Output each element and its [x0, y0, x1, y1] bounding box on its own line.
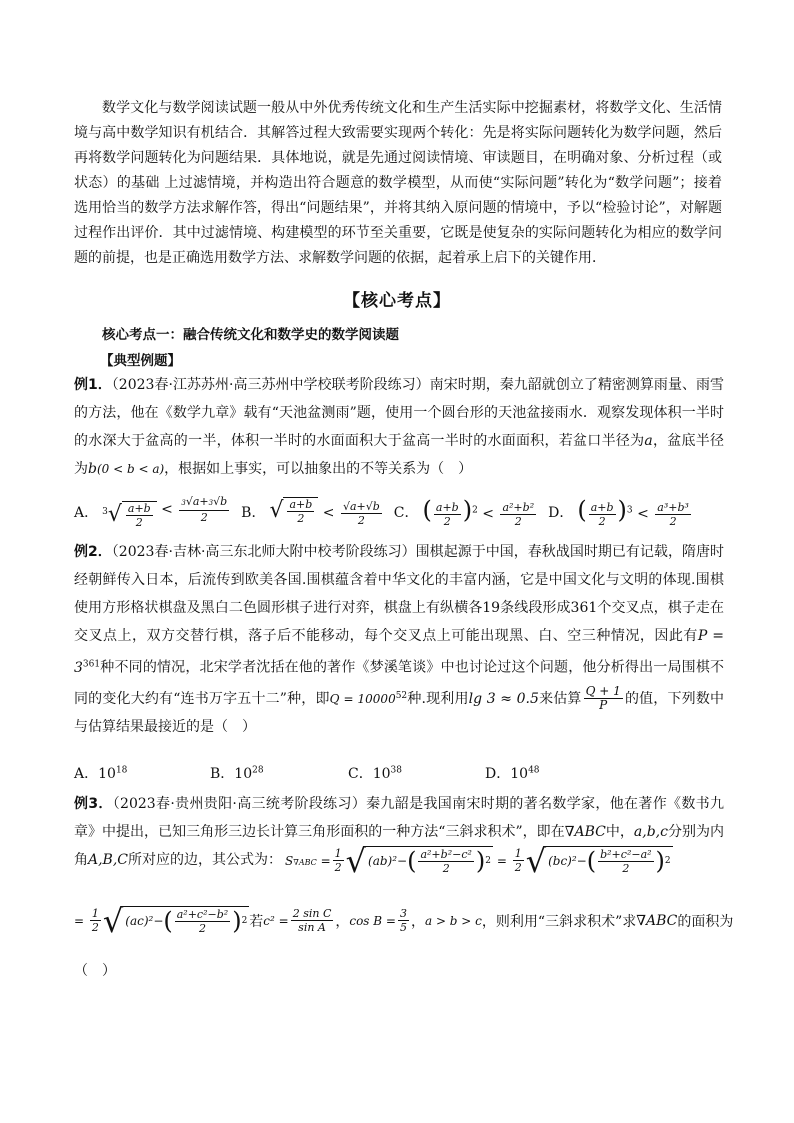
cos-b-expr: cos B =: [349, 913, 396, 928]
example-3-text-6: ，: [335, 913, 350, 930]
q-exponent: 52: [395, 690, 408, 701]
choice-base: 10: [98, 766, 116, 782]
example-1-options: [74, 495, 724, 529]
sides-abc: a,b,c: [633, 824, 668, 840]
frac-denominator: P: [599, 698, 608, 713]
choice-label: C．: [348, 766, 373, 782]
choice-exp: 38: [390, 765, 402, 776]
example-1-text-2: ，盆底半径为: [74, 433, 725, 477]
example-2-text: （2023春·吉林·高三东北师大附中校考阶段练习）围棋起源于中国，春秋战国时期已有记载，隋唐时经朝鲜传入日本，后流传到欧美各国.围棋蕴含着中华文化的丰富内涵，它是中国文化与文明的体现.围棋使用方形格状棋盘及黑白二色圆形棋子进行对弈，棋盘上有纵横各19条线段形成361个交叉点，棋子走在交叉点上，双方交替行棋，落子后不能移动，每个交叉点上可能出现黑、白、空三种情况，因此有: [74, 544, 724, 644]
example-3-text: （2023春·贵州贵阳·高三统考阶段练习）秦九韶是我国南宋时期的著名数学家，他在著作《数书九章》中提出，已知三角形三边长计算三角形面积的一种方法“三斜求积术”，即在: [74, 796, 724, 840]
choice-base: 10: [510, 766, 529, 782]
example-3-text-5: 若: [249, 913, 264, 930]
option-2d[interactable]: [485, 763, 540, 783]
p-exponent: 361: [82, 659, 101, 669]
option-a[interactable]: [74, 495, 231, 529]
choice-label: B．: [210, 766, 235, 782]
c-squared-formula: c² = $\frac{\text{2 sin C}}{\text{sin A}}$: [263, 907, 332, 934]
choice-exp: 28: [252, 765, 264, 776]
frac-numerator: Q + 1: [585, 684, 621, 699]
example-3-text-4: 所对应的边，其公式为：: [128, 852, 283, 868]
p-expr: P = 3: [74, 628, 725, 676]
option-2a[interactable]: [74, 763, 127, 783]
example-1-text-3: ，根据如上事实，可以抽象出的不等关系为（ ）: [164, 461, 473, 477]
triangle-abc: ∇ABC: [564, 824, 606, 840]
area-formula-line-2: = $\frac{1}{2}$ √ (ac)²− ( $\frac{\text{a²+c²−b²}}{2}$ ) 2 若 c² = $\frac{\text{2 sin C}}{\text{sin A}}$ ， cos B = $\frac{3}{5}$ ， a > b > c ，则利用“三斜求积术”求 ∇ABC 的面积为: [74, 901, 734, 940]
example-2: [74, 538, 724, 741]
option-b-formula: √ $\frac{a+b}{2}$ < $\frac{√a+√b}{2}$: [269, 498, 380, 527]
intro-paragraph: 数学文化与数学阅读试题一般从中外优秀传统文化和生产生活实际中挖掘素材，将数学文化、生活情境与高中数学知识有机结合．其解答过程大致需要实现两个转化：先是将实际问题转化为数学问题，然后再将数学问题转化为问题结果．具体地说，就是先通过阅读情境、审读题目，在明确对象、分析过程（或状态）的基础 上过滤情境，并构造出符合题意的数学模型，从而使“实际问题”转化为“数学问题”；接着选用恰当的数学方法求解作答，得出“问题结果”，并将其纳入原问题的情境中，予以“检验讨论”，对解题过程作出评价．其中过滤情境、构建模型的环节至关重要，它既是使复杂的实际问题转化为相应的数学问题的前提，也是正确选用数学方法、求解数学问题的依据，起着承上启下的关键作用．: [74, 100, 722, 266]
q-formula: [330, 692, 408, 706]
option-d[interactable]: [548, 496, 693, 528]
example-3-text-3: 分别为内角: [74, 824, 725, 868]
example-3-answer-blank: （ ）: [74, 963, 116, 979]
example-3-text-2: 中，: [605, 824, 634, 840]
var-a: a: [644, 433, 653, 449]
example-2-text-2: 种不同的情况，北宋学者沈括在他的著作《梦溪笔谈》中也讨论过这个问题，他分析得出一局围棋不同的变化大约有“连书万字五十二”种，即: [74, 659, 724, 707]
area-formula-line-1: S∇ABC = $\frac{1}{2}$ √ (ab)²− ( $\frac{\text{a²+b²−c²}}{2}$ ) 2 = $\frac{1}{2}$ √ (bc)²− ( $\frac{\text{b²+c²−a²}}{2}$ ) 2: [285, 841, 671, 880]
option-b-label: B．: [241, 504, 266, 521]
choice-base: 10: [234, 766, 253, 782]
option-d-label: D．: [548, 504, 574, 521]
choice-label: D．: [485, 766, 511, 782]
section-title: 【核心考点】: [343, 291, 451, 311]
order-condition: a > b > c: [424, 913, 482, 928]
angles-abc: A,B,C: [88, 852, 129, 868]
option-a-formula: 3 √ $\frac{a+b}{2}$ < $\frac{3√a+3√b}{2}$: [102, 495, 228, 529]
example-2-text-3: 种.现利用: [407, 690, 469, 707]
example-2-text-5: 的值，下列数中与估算结果最接近的是（ ）: [74, 690, 724, 735]
option-a-label: A．: [74, 504, 99, 521]
condition: (0 < b < a): [96, 462, 165, 476]
choice-base: 10: [372, 766, 391, 782]
option-c[interactable]: [394, 496, 538, 528]
kaodian-heading: 核心考点一：融合传统文化和数学史的数学阅读题: [102, 327, 399, 343]
q-over-p-fraction: [584, 685, 623, 712]
choice-label: A．: [74, 766, 99, 782]
cos-b-formula: [349, 907, 411, 934]
example-3-text-8: 的面积为: [677, 913, 734, 930]
option-b[interactable]: [241, 497, 384, 527]
example-1: [74, 371, 724, 483]
lg-approx: lg 3 ≈ 0.5: [468, 690, 539, 707]
option-c-formula: ( $\frac{a+b}{2}$ )$^2$ < $\frac{\text{a²+b²}}{2}$: [422, 496, 535, 528]
choice-exp: 48: [528, 765, 540, 776]
example-1-label: 例1．: [74, 377, 112, 393]
triangle-abc-2: ∇ABC: [636, 912, 678, 929]
option-c-label: C．: [393, 504, 419, 521]
option-d-formula: ( $\frac{a+b}{2}$ )$^3$ < $\frac{\text{a³+b³}}{2}$: [577, 496, 689, 528]
q-expr: Q = 10000: [329, 691, 396, 706]
option-2b[interactable]: [210, 763, 264, 783]
typical-examples-heading: 【典型例题】: [100, 353, 181, 369]
cos-b-num: 3: [399, 907, 407, 920]
example-3-text-7: ，则利用“三斜求积术”求: [481, 913, 637, 930]
example-2-text-4: 来估算: [538, 690, 582, 707]
example-2-label: 例2．: [74, 544, 112, 560]
var-b: b: [88, 461, 97, 477]
example-1-text: （2023春·江苏苏州·高三苏州中学校联考阶段练习）南宋时期，秦九韶就创立了精密测算雨量、雨雪的方法，他在《数学九章》载有“天池盆测雨”题，使用一个圆台形的天池盆接雨水．观察发现体积一半时的水深大于盆高的一半，体积一半时的水面面积大于盆高一半时的水面面积，若盆口半径为: [74, 377, 724, 449]
option-2c[interactable]: [348, 763, 402, 783]
example-3-label: 例3．: [74, 796, 113, 812]
cos-b-den: 5: [399, 921, 407, 934]
choice-exp: 18: [115, 765, 128, 776]
